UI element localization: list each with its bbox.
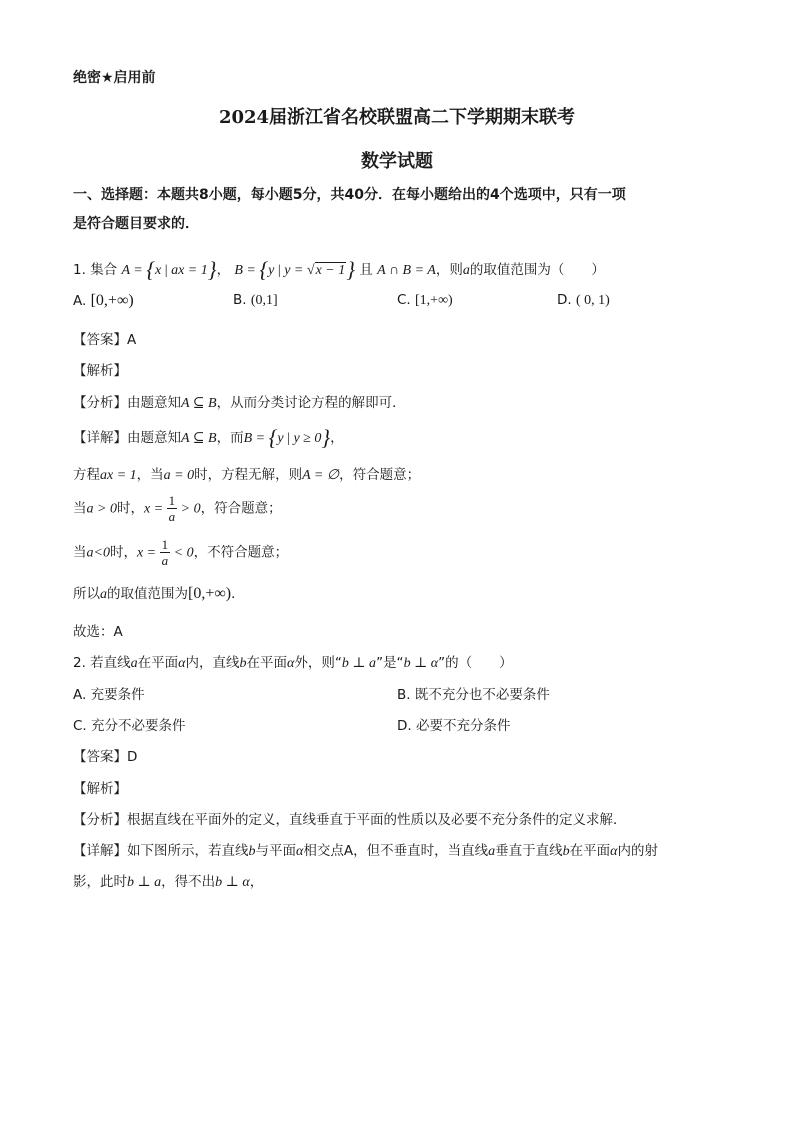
subject-title: 数学试题 (361, 151, 433, 172)
q2-option-d: D. 必要不充分条件 (397, 718, 511, 734)
q2-analysis-heading: 【解析】 (73, 781, 127, 797)
q1-option-d: D. ( 0, 1) (557, 292, 610, 308)
q2-fenxi: 【分析】根据直线在平面外的定义，直线垂直于平面的性质以及必要不充分条件的定义求解． (73, 812, 627, 828)
q2-option-a: A. 充要条件 (73, 687, 145, 703)
q1-analysis-heading: 【解析】 (73, 363, 127, 379)
q1-condition: A ∩ B = A (377, 263, 436, 278)
secret-mark: 绝密★启用前 (73, 70, 156, 86)
q1-xiangjie: 【详解】由题意知A ⊆ B，而B = {y | y ≥ 0}， (73, 425, 344, 450)
q1-choice: 故选：A (73, 624, 123, 640)
q1-text-then: ，则 (435, 262, 463, 278)
q2-answer: 【答案】D (73, 749, 138, 765)
q1-comma: ， (216, 262, 231, 278)
q1-negative-case: 当a<0时，x = $\frac{1}{a}$ < 0，不符合题意； (73, 537, 289, 568)
section-heading-line1: 一、选择题：本题共8小题，每小题5分，共40分．在每小题给出的4个选项中，只有一项 (73, 187, 626, 203)
q1-set-a: A = {x | ax = 1} (121, 257, 217, 282)
q1-text-and: 且 (359, 262, 373, 278)
q1-text-set: 集合 (90, 262, 118, 278)
q1-positive-case: 当a > 0时，x = $\frac{1}{a}$ > 0，符合题意； (73, 493, 282, 524)
q1-answer: 【答案】A (73, 332, 137, 348)
q2-xiangjie-cont: 影，此时b ⊥ a，得不出b ⊥ α， (73, 874, 264, 890)
section-heading-line2: 是符合题目要求的． (73, 216, 199, 232)
q1-option-a: A. [0,+∞) (73, 292, 134, 309)
q2-option-c: C. 充分不必要条件 (73, 718, 186, 734)
q1-set-b: B = {y | y = √x − 1} (234, 257, 356, 282)
q1-option-b: B. (0,1] (233, 292, 278, 308)
exam-title: 2024届浙江省名校联盟高二下学期期末联考 (218, 107, 576, 128)
q2-xiangjie: 【详解】如下图所示，若直线b与平面α相交点A，但不垂直时，当直线a垂直于直线b在平面α内的射 (73, 843, 658, 859)
q1-stem (73, 257, 605, 283)
q1-fenxi: 【分析】由题意知A ⊆ B，从而分类讨论方程的解即可． (73, 395, 406, 411)
q1-var-a: a (462, 263, 470, 278)
q1-text-range: 的取值范围为（ ） (469, 262, 605, 278)
q2-option-b: B. 既不充分也不必要条件 (397, 687, 550, 703)
q1-option-c: C. [1,+∞) (397, 292, 453, 308)
q1-summary: 所以a的取值范围为[0,+∞)． (73, 585, 245, 602)
q2-stem: 2. 若直线a在平面α内，直线b在平面α外，则“b ⊥ a”是“b ⊥ α”的（ ） (73, 655, 513, 671)
q1-eq-line: 方程ax = 1，当a = 0时，方程无解，则A = ∅，符合题意； (73, 467, 421, 483)
q1-number: 1. (73, 262, 86, 278)
